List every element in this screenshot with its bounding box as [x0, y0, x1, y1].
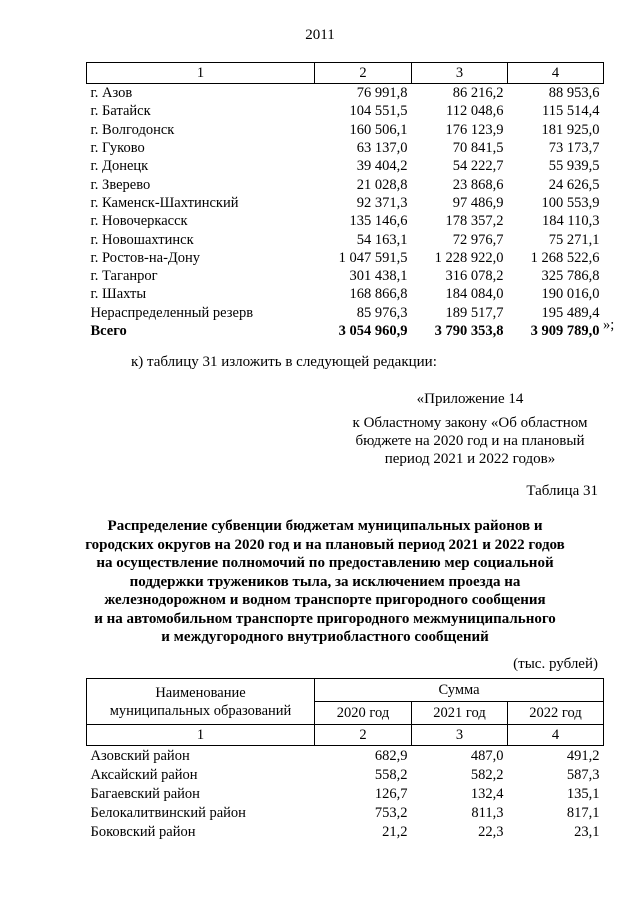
row-name: Азовский район [90, 747, 190, 764]
column-number: 3 [412, 725, 508, 746]
row-name: Багаевский район [90, 785, 200, 802]
value-cell: 1 268 522,6 [530, 249, 600, 266]
table-row [87, 822, 604, 841]
row-name: г. Ростов-на-Дону [90, 249, 201, 266]
appendix-ref-line: к Областному закону «Об областном [352, 415, 588, 431]
total-value: 3 054 960,9 [338, 323, 408, 339]
value-cell: 132,4 [470, 785, 504, 802]
header-text: Наименование [155, 684, 246, 701]
value-cell: 86 216,2 [452, 85, 504, 102]
closing-quote: »; [603, 317, 615, 333]
value-cell: 178 357,2 [445, 213, 504, 230]
column-number: 2 [315, 63, 412, 84]
row-name: г. Новочеркасск [90, 213, 188, 230]
column-number-row [87, 725, 604, 746]
header-year: 2020 год [315, 702, 412, 725]
row-name: г. Волгодонск [90, 121, 175, 138]
value-cell: 85 976,3 [356, 304, 408, 321]
amendment-paragraph: к) таблицу 31 изложить в следующей редакции: [131, 354, 437, 370]
table-row [87, 157, 604, 175]
table-row [87, 765, 604, 784]
total-label: Всего [90, 323, 127, 339]
column-number: 2 [315, 725, 412, 746]
value-cell: 301 438,1 [349, 268, 408, 285]
table-row [87, 175, 604, 193]
value-cell: 491,2 [566, 747, 600, 764]
table-row [87, 139, 604, 157]
value-cell: 195 489,4 [541, 304, 600, 321]
value-cell: 70 841,5 [452, 140, 504, 157]
column-number: 4 [508, 63, 604, 84]
row-name: г. Батайск [90, 103, 151, 120]
value-cell: 181 925,0 [541, 121, 600, 138]
row-name: Боковский район [90, 823, 196, 840]
value-cell: 189 517,7 [445, 304, 504, 321]
value-cell: 115 514,4 [542, 103, 600, 120]
table-row [87, 249, 604, 267]
row-name: г. Азов [90, 85, 133, 102]
appendix-heading: «Приложение 14 [416, 391, 524, 407]
table-row [87, 230, 604, 248]
value-cell: 1 228 922,0 [434, 249, 504, 266]
table-row [87, 285, 604, 303]
value-cell: 92 371,3 [356, 194, 408, 211]
value-cell: 487,0 [470, 747, 504, 764]
row-name: Нераспределенный резерв [90, 304, 254, 321]
row-name: г. Таганрог [90, 268, 158, 285]
title-line: Распределение субвенции бюджетам муниципальных районов и [107, 518, 543, 534]
value-cell: 184 110,3 [542, 213, 600, 230]
value-cell: 76 991,8 [356, 85, 408, 102]
value-cell: 75 271,1 [548, 231, 600, 248]
table-row [87, 84, 604, 103]
value-cell: 753,2 [374, 804, 408, 821]
value-cell: 558,2 [374, 766, 408, 783]
header-text: муниципальных образований [109, 702, 292, 719]
appendix-ref-line: период 2021 и 2022 годов» [384, 451, 556, 467]
value-cell: 168 866,8 [349, 286, 408, 303]
value-cell: 88 953,6 [548, 85, 600, 102]
value-cell: 23 868,6 [452, 176, 504, 193]
table-row [87, 102, 604, 120]
title-line: железнодорожном и водном транспорте пригородного сообщения [104, 592, 546, 608]
row-name: г. Новошахтинск [90, 231, 194, 248]
header-sum: Сумма [315, 679, 604, 702]
row-name: г. Гуково [90, 140, 145, 157]
value-cell: 1 047 591,5 [338, 249, 408, 266]
row-name: г. Шахты [90, 286, 147, 303]
value-cell: 104 551,5 [349, 103, 408, 120]
value-cell: 135 146,6 [349, 213, 408, 230]
column-number: 1 [87, 63, 315, 84]
row-name: г. Каменск-Шахтинский [90, 194, 239, 211]
header-year: 2022 год [508, 702, 604, 725]
table-label: Таблица 31 [526, 483, 598, 499]
title-line: и междугородного внутриобластного сообщений [161, 629, 489, 645]
value-cell: 54 222,7 [452, 158, 504, 175]
value-cell: 72 976,7 [452, 231, 504, 248]
value-cell: 21,2 [382, 823, 408, 840]
value-cell: 22,3 [478, 823, 504, 840]
title-line: на осуществление полномочий по предоставлению мер социальной [96, 555, 554, 571]
value-cell: 21 028,8 [356, 176, 408, 193]
total-value: 3 909 789,0 [530, 323, 600, 339]
column-number: 3 [412, 63, 508, 84]
value-cell: 73 173,7 [548, 140, 600, 157]
value-cell: 176 123,9 [445, 121, 504, 138]
page-number: 2011 [305, 27, 335, 43]
value-cell: 811,3 [471, 804, 504, 821]
value-cell: 184 084,0 [445, 286, 504, 303]
value-cell: 682,9 [374, 747, 408, 764]
header-year: 2021 год [412, 702, 508, 725]
table-row [87, 121, 604, 139]
value-cell: 126,7 [374, 785, 408, 802]
title-line: и на автомобильном транспорте пригородного межмуниципального [94, 610, 556, 627]
row-name: г. Зверево [90, 176, 151, 193]
value-cell: 316 078,2 [445, 268, 504, 285]
header-municipality [87, 679, 315, 725]
table-row [87, 746, 604, 766]
value-cell: 190 016,0 [541, 286, 600, 303]
budget-table-cities [86, 62, 604, 340]
table-row [87, 803, 604, 822]
document-title [60, 517, 590, 647]
value-cell: 582,2 [470, 766, 504, 783]
column-number: 1 [87, 725, 315, 746]
value-cell: 24 626,5 [548, 176, 600, 193]
title-line: городских округов на 2020 год и на плановый период 2021 и 2022 годов [85, 536, 565, 553]
row-name: Аксайский район [90, 766, 198, 783]
value-cell: 100 553,9 [541, 194, 600, 211]
value-cell: 817,1 [566, 804, 600, 821]
value-cell: 39 404,2 [356, 158, 408, 175]
table-row [87, 194, 604, 212]
appendix-ref-line: бюджете на 2020 год и на плановый [355, 433, 585, 449]
table-header-row [87, 679, 604, 702]
value-cell: 112 048,6 [446, 103, 504, 120]
value-cell: 160 506,1 [349, 121, 408, 138]
table-row [87, 267, 604, 285]
subvention-table [86, 678, 604, 841]
table-row [87, 784, 604, 803]
value-cell: 97 486,9 [452, 194, 504, 211]
row-name: Белокалитвинский район [90, 804, 246, 821]
value-cell: 135,1 [566, 785, 600, 802]
table-header-row [87, 63, 604, 84]
total-value: 3 790 353,8 [434, 323, 504, 339]
value-cell: 55 939,5 [548, 158, 600, 175]
value-cell: 23,1 [574, 823, 600, 840]
title-line: поддержки тружеников тыла, за исключением проезда на [129, 573, 521, 590]
value-cell: 63 137,0 [356, 140, 408, 157]
row-name: г. Донецк [90, 158, 149, 175]
value-cell: 54 163,1 [356, 231, 408, 248]
value-cell: 325 786,8 [541, 268, 600, 285]
table-row [87, 212, 604, 230]
table-row [87, 304, 604, 322]
value-cell: 587,3 [566, 766, 600, 783]
total-row [87, 322, 604, 340]
unit-label: (тыс. рублей) [513, 656, 598, 672]
column-number: 4 [508, 725, 604, 746]
